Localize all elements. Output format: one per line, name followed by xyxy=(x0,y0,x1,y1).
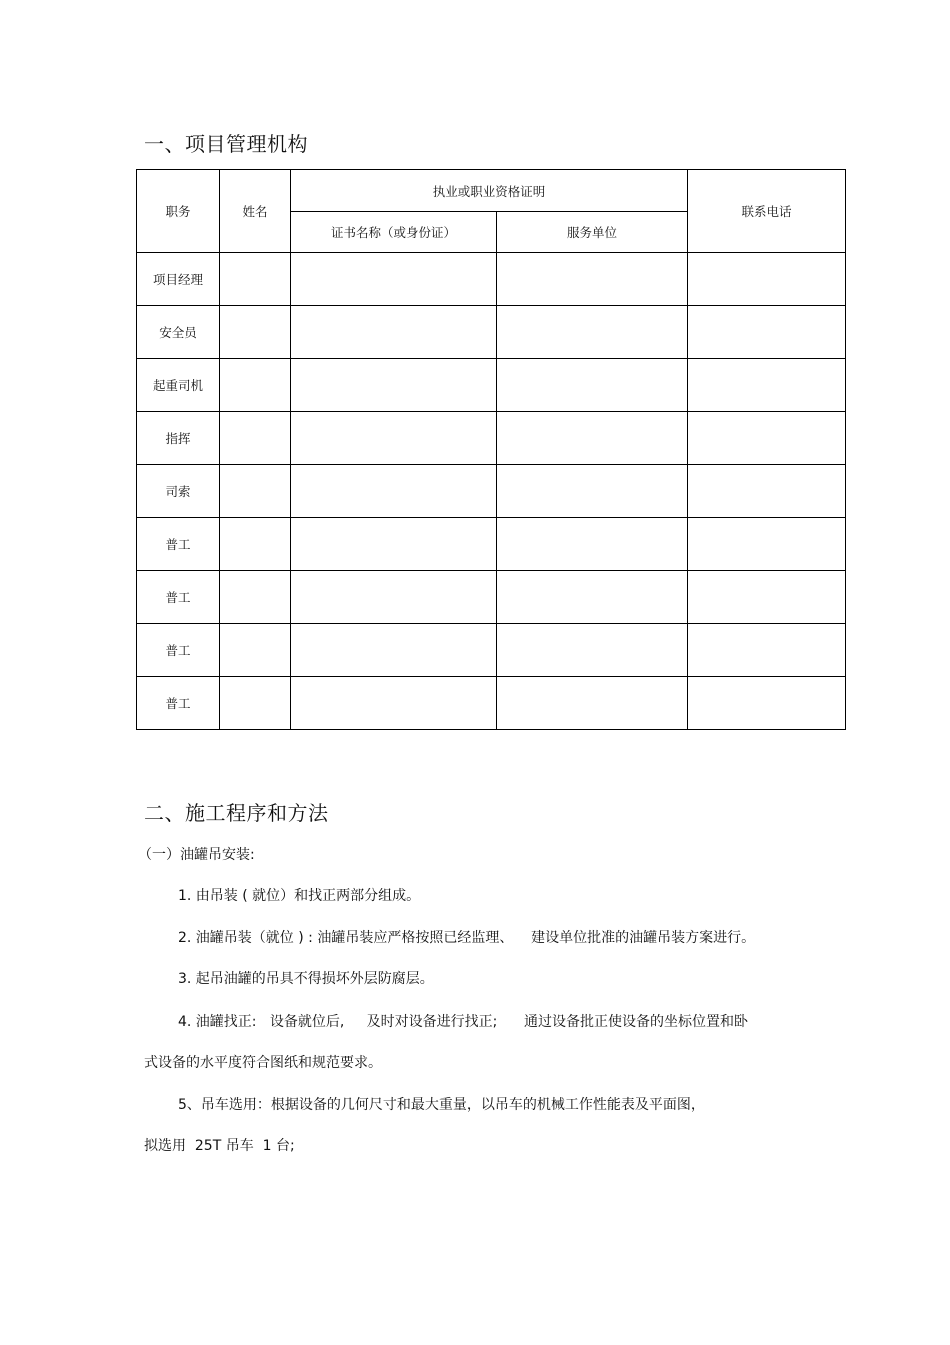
cell-certificate xyxy=(291,518,497,571)
cell-role: 普工 xyxy=(137,518,220,571)
cell-name xyxy=(220,518,291,571)
project-management-table xyxy=(136,169,846,730)
cell-role: 起重司机 xyxy=(137,359,220,412)
cell-certificate xyxy=(291,571,497,624)
header-employer: 服务单位 xyxy=(497,212,688,253)
cell-certificate xyxy=(291,253,497,306)
subheading-tank-installation: （一）油罐吊安装: xyxy=(138,847,255,863)
cell-employer xyxy=(497,465,688,518)
table-row xyxy=(137,253,846,306)
cell-certificate xyxy=(291,412,497,465)
table-row xyxy=(137,677,846,730)
cell-employer xyxy=(497,253,688,306)
cell-employer xyxy=(497,571,688,624)
paragraph-item-4-continued: 式设备的水平度符合图纸和规范要求。 xyxy=(144,1055,382,1071)
cell-employer xyxy=(497,624,688,677)
cell-certificate xyxy=(291,677,497,730)
cell-phone xyxy=(688,412,846,465)
cell-phone xyxy=(688,465,846,518)
cell-employer xyxy=(497,306,688,359)
cell-role: 普工 xyxy=(137,677,220,730)
cell-employer xyxy=(497,518,688,571)
cell-name xyxy=(220,677,291,730)
cell-employer xyxy=(497,677,688,730)
header-name: 姓名 xyxy=(220,170,291,253)
cell-employer xyxy=(497,412,688,465)
paragraph-item-1: 1. 由吊装 ( 就位）和找正两部分组成。 xyxy=(178,888,421,904)
cell-role: 安全员 xyxy=(137,306,220,359)
paragraph-item-5-continued: 拟选用 25T 吊车 1 台; xyxy=(144,1138,295,1154)
cell-role: 司索 xyxy=(137,465,220,518)
cell-role: 普工 xyxy=(137,571,220,624)
cell-role: 指挥 xyxy=(137,412,220,465)
cell-employer xyxy=(497,359,688,412)
cell-role: 普工 xyxy=(137,624,220,677)
table-row xyxy=(137,518,846,571)
cell-phone xyxy=(688,306,846,359)
cell-phone xyxy=(688,359,846,412)
cell-phone xyxy=(688,518,846,571)
paragraph-item-5: 5、吊车选用：根据设备的几何尺寸和最大重量，以吊车的机械工作性能表及平面图， xyxy=(178,1097,705,1113)
cell-role: 项目经理 xyxy=(137,253,220,306)
section-1-title: 一、项目管理机构 xyxy=(144,132,308,156)
cell-certificate xyxy=(291,359,497,412)
header-position: 职务 xyxy=(137,170,220,253)
cell-certificate xyxy=(291,624,497,677)
cell-name xyxy=(220,624,291,677)
cell-name xyxy=(220,359,291,412)
cell-certificate xyxy=(291,306,497,359)
header-qualification: 执业或职业资格证明 xyxy=(291,170,688,212)
table-row xyxy=(137,359,846,412)
cell-name xyxy=(220,412,291,465)
cell-phone xyxy=(688,624,846,677)
cell-phone xyxy=(688,677,846,730)
cell-name xyxy=(220,306,291,359)
section-2-title: 二、施工程序和方法 xyxy=(144,801,329,825)
cell-name xyxy=(220,465,291,518)
table-header-row xyxy=(137,170,846,212)
header-phone: 联系电话 xyxy=(688,170,846,253)
cell-certificate xyxy=(291,465,497,518)
cell-name xyxy=(220,253,291,306)
table-row xyxy=(137,571,846,624)
paragraph-item-2: 2. 油罐吊装（就位 ) : 油罐吊装应严格按照已经监理、 建设单位批准的油罐吊装方案进行。 xyxy=(178,930,756,946)
paragraph-item-3: 3. 起吊油罐的吊具不得损坏外层防腐层。 xyxy=(178,971,434,987)
header-certificate: 证书名称（或身份证） xyxy=(291,212,497,253)
cell-phone xyxy=(688,253,846,306)
cell-name xyxy=(220,571,291,624)
table-row xyxy=(137,465,846,518)
paragraph-item-4: 4. 油罐找正: 设备就位后, 及时对设备进行找正; 通过设备批正使设备的坐标位置和卧 xyxy=(178,1014,748,1030)
cell-phone xyxy=(688,571,846,624)
table-row xyxy=(137,306,846,359)
table-row xyxy=(137,412,846,465)
table-row xyxy=(137,624,846,677)
